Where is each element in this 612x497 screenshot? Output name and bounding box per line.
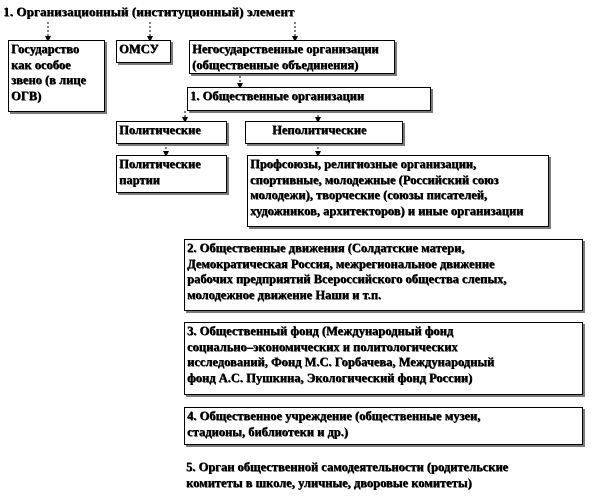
diagram-title: 1. Организационный (институционный) элемент	[3, 4, 295, 19]
movements-box	[184, 239, 583, 311]
political-label: Политические	[119, 123, 201, 137]
nonpolitical-list-label: Профсоюзы, религиозные организации, спортивные, молодежные (Российский союз молодежи), творческие (союзы писателей, художников, архитекторов) и иные организации	[250, 157, 524, 218]
political-box	[116, 121, 227, 144]
movements-label: 2. Общественные движения (Солдатские матери, Демократическая Россия, межрегиональное движение рабочих предприятий Всероссийского общества слепых, молодежное движение Наши и т.п.	[187, 241, 507, 302]
state-box	[8, 40, 105, 112]
selfgov-label: 5. Орган общественной самодеятельности (родительские комитеты в школе, уличные, дворовые комитеты)	[186, 460, 509, 490]
fund-label: 3. Общественный фонд (Международный фонд социально–экономических и политологических исследований, Фонд М.С. Горбачева, Международный фонд А.С. Пушкина, Экологический фонд России)	[187, 324, 495, 385]
parties-label: Политические партии	[119, 157, 201, 187]
public-orgs-box	[187, 87, 431, 111]
nongov-label: Негосударственные организации (общественные объединения)	[192, 42, 379, 72]
omsu-box	[116, 40, 171, 63]
nonpolitical-label: Неполитические	[272, 123, 367, 137]
fund-box	[184, 322, 583, 395]
selfgov-block	[186, 460, 606, 494]
institution-label: 4. Общественное учреждение (общественные музеи, стадионы, библиотеки и др.)	[187, 409, 481, 439]
nongov-box	[189, 40, 395, 74]
institution-box	[184, 407, 583, 445]
parties-box	[116, 155, 227, 193]
state-label: Государство как особое звено (в лице ОГВ)	[11, 42, 86, 103]
public-orgs-label: 1. Общественные организации	[190, 89, 364, 103]
nonpolitical-box	[245, 121, 403, 144]
omsu-label: ОМСУ	[119, 42, 159, 56]
nonpolitical-list-box	[247, 155, 549, 227]
